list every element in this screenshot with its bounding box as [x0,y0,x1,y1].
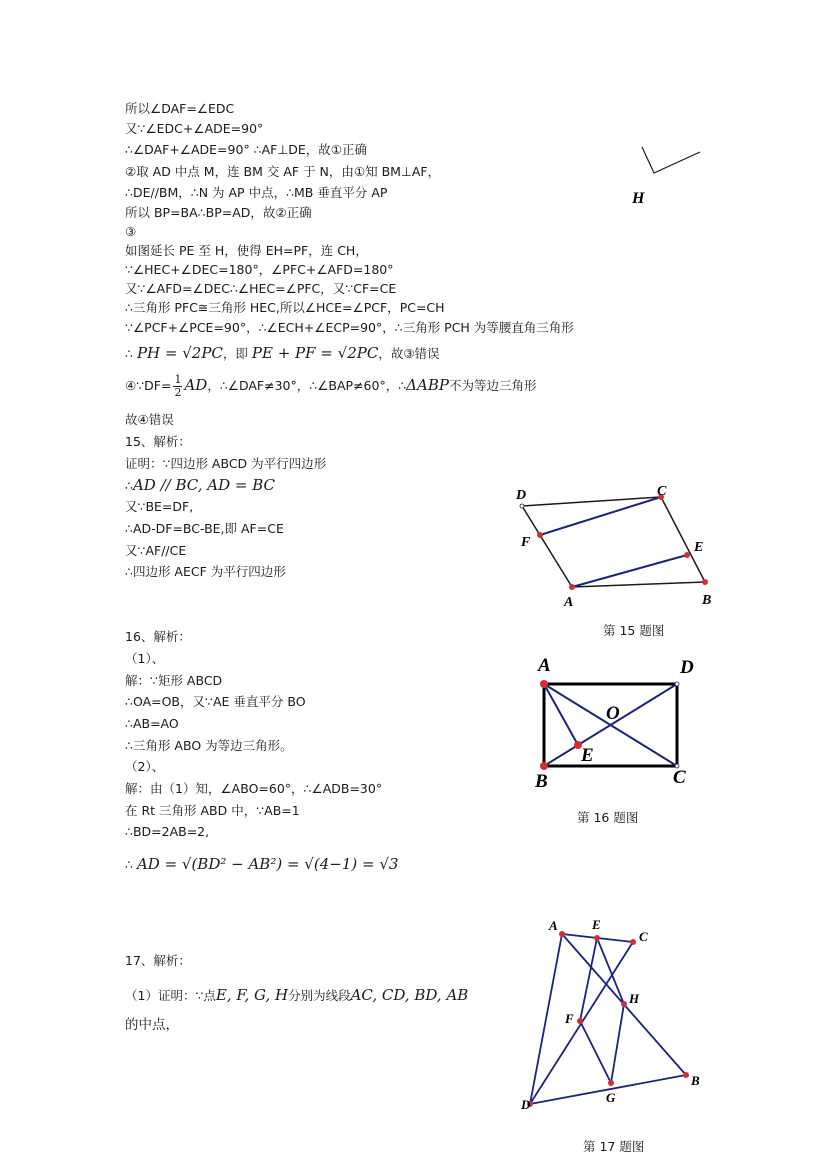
line: 的中点， [125,1017,179,1033]
line: ∴DE//BM，∴N 为 AP 中点，∴MB 垂直平分 AP [125,185,388,200]
label-C: C [657,484,667,499]
label-F: F [521,535,531,550]
line: 解：由（1）知，∠ABO=60°，∴∠ADB=30° [125,781,383,796]
figure-h [620,140,720,210]
line: ∴∠DAF+∠ADE=90° ∴AF⊥DE，故①正确 [125,142,367,157]
label-B: B [535,771,548,792]
line: ②取 AD 中点 M，连 BM 交 AF 于 N，由①知 BM⊥AF， [125,164,441,179]
point-B [540,762,548,770]
line: （2）、 [125,759,165,774]
math-line [125,985,468,1006]
point-E [594,935,600,941]
point-F [537,532,543,538]
line: 又∵∠EDC+∠ADE=90° [125,121,264,136]
label-D: D [521,1097,531,1112]
segment-FC [540,497,661,535]
label-C: C [639,929,648,944]
label-A: A [549,918,558,933]
line: 证明：∵四边形 ABCD 为平行四边形 [125,456,327,471]
fraction [173,374,182,399]
line: ∴四边形 AECF 为平行四边形 [125,564,286,579]
label-B: B [691,1073,700,1088]
math: ΔABP [406,376,449,394]
point-A [559,931,565,937]
line: （1）、 [125,651,165,666]
math: AC, CD, BD, AB [350,986,469,1004]
line: 如图延长 PE 至 H，使得 EH=PF，连 CH， [125,243,368,258]
point-G [608,1080,614,1086]
text: ∴ [125,346,133,361]
point-H [621,1001,627,1007]
label-H: H [632,190,645,207]
math-line [125,342,440,365]
label-D: D [516,488,527,503]
fraction-num: 1 [174,373,182,386]
line: ∴OA=OB，又∵AE 垂直平分 BO [125,694,306,709]
label-C: C [673,767,686,788]
segment-AE [572,555,687,587]
math-line [125,477,275,494]
label-A: A [564,595,574,610]
point-C [630,939,636,945]
section-heading: 17、解析： [125,953,191,968]
figure-16-caption: 第 16 题图 [577,810,639,825]
point-B [683,1072,689,1078]
math: PE + PF = √2PC [251,344,379,362]
label-B: B [702,593,712,608]
line: 所以∠DAF=∠EDC [125,101,235,116]
figure-16 [530,650,710,795]
point-D [520,504,524,508]
label-E: E [592,917,601,932]
line: ∴AD-DF=BC-BE,即 AF=CE [125,521,284,536]
label-E: E [581,745,594,766]
parallelogram [522,497,705,587]
line: 在 Rt 三角形 ABD 中，∵AB=1 [125,803,300,818]
point-E [684,552,690,558]
fraction-den: 2 [174,386,182,399]
angle-lines [642,147,700,173]
label-E: E [694,540,704,555]
math-line [125,371,536,400]
text: ，故③错误 [378,346,440,361]
label-F: F [565,1011,574,1026]
line: ∵∠PCF+∠PCE=90°，∴∠ECH+∠ECP=90°，∴三角形 PCH 为等腰直角三角形 [125,320,574,335]
text: ，即 [222,346,248,361]
label-A: A [538,655,551,676]
point-B [702,579,708,585]
line: ∴AB=AO [125,716,179,731]
segment-AE [544,684,578,745]
line: ③ [125,224,137,239]
text: 不为等边三角形 [448,378,537,393]
section-heading: 15、解析： [125,434,191,449]
point-A [540,680,548,688]
point-A [569,584,575,590]
text: 分别为线段 [288,988,351,1003]
line: 故④错误 [125,412,174,427]
text: ④∵DF= [125,378,172,393]
line: 又∵BE=DF, [125,499,194,514]
text: ∴ [125,857,133,872]
text: ，∴∠DAF≠30°，∴∠BAP≠60°，∴ [207,378,407,393]
point-F [577,1018,583,1024]
math: E, F, G, H [215,986,289,1004]
label-O: O [606,703,620,724]
text: ∴ [125,478,133,493]
figure-17 [510,910,720,1120]
line: 解：∵矩形 ABCD [125,673,223,688]
math: PH = √2PC [136,344,223,362]
line: ∴三角形 PFC≅三角形 HEC,所以∠HCE=∠PCF，PC=CH [125,300,445,315]
line: ∵∠HEC+∠DEC=180°，∠PFC+∠AFD=180° [125,262,394,277]
line: 所以 BP=BA∴BP=AD，故②正确 [125,205,312,220]
figure-17-caption: 第 17 题图 [583,1139,645,1154]
figure-15 [505,480,735,615]
figure-15-caption: 第 15 题图 [603,623,665,638]
math: AD [184,376,208,394]
math: AD // BC, AD = BC [132,476,275,494]
line: ∴BD=2AB=2, [125,824,210,839]
text: （1）证明：∵点 [125,988,216,1003]
label-G: G [606,1090,616,1105]
label-D: D [680,657,694,678]
math-line [125,853,398,876]
point-D [675,682,679,686]
line: 又∵∠AFD=∠DEC∴∠HEC=∠PFC，又∵CF=CE [125,281,397,296]
line: 又∵AF//CE [125,543,187,558]
figure-17-lines [530,934,686,1104]
section-heading: 16、解析： [125,629,191,644]
label-H: H [629,991,640,1006]
line: ∴三角形 ABO 为等边三角形。 [125,738,293,753]
math: AD = √(BD² − AB²) = √(4−1) = √3 [136,855,399,873]
